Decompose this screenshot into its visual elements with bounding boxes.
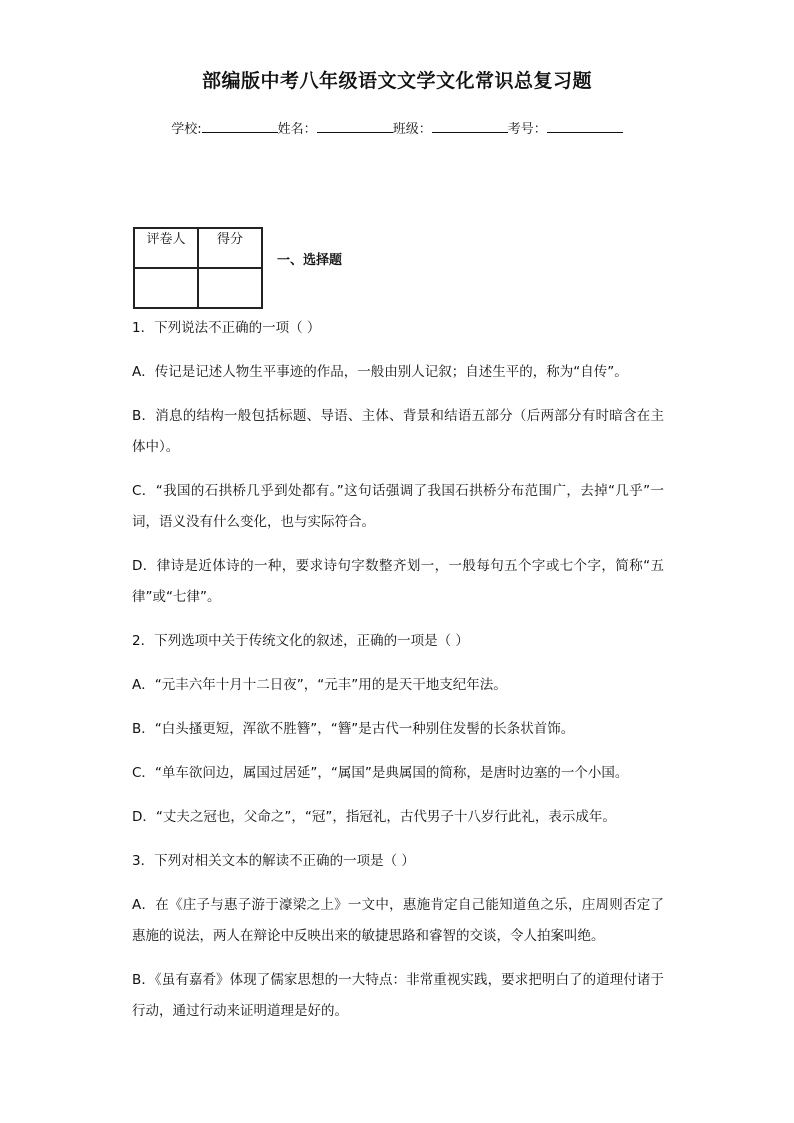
question-1-option-b: B．消息的结构一般包括标题、导语、主体、背景和结语五部分（后两部分有时暗含在主体中）。 <box>132 408 664 455</box>
student-info-line <box>0 119 794 139</box>
reviewer-cell[interactable] <box>134 268 198 308</box>
class-blank[interactable] <box>432 119 508 133</box>
reviewer-header: 评卷人 <box>134 228 198 268</box>
question-list <box>132 313 664 1040</box>
question-3-option-a: A．在《庄子与惠子游于濠梁之上》一文中，惠施肯定自己能知道鱼之乐，庄周则否定了惠施的说法，两人在辩论中反映出来的敏捷思路和睿智的交谈，令人拍案叫绝。 <box>132 897 664 944</box>
question-2-stem: 2．下列选项中关于传统文化的叙述，正确的一项是（ ） <box>132 633 469 649</box>
school-blank[interactable] <box>202 119 278 133</box>
score-table-entry-row <box>134 268 262 308</box>
question-2-option-c: C．“单车欲问边，属国过居延”，“属国”是典属国的简称，是唐时边塞的一个小国。 <box>132 765 629 781</box>
school-label: 学校: <box>171 122 202 137</box>
name-blank[interactable] <box>317 119 393 133</box>
question-3-stem: 3．下列对相关文本的解读不正确的一项是（ ） <box>132 853 415 869</box>
score-header: 得分 <box>198 228 262 268</box>
question-2-option-b: B．“白头搔更短，浑欲不胜簪”，“簪”是古代一种别住发髻的长条状首饰。 <box>132 721 575 737</box>
score-table-header-row <box>134 228 262 268</box>
number-blank[interactable] <box>547 119 623 133</box>
question-1-option-c: C．“我国的石拱桥几乎到处都有。”这句话强调了我国石拱桥分布范围广，去掉“几乎”一词，语义没有什么变化，也与实际符合。 <box>132 483 664 530</box>
question-1-option-d: D．律诗是近体诗的一种，要求诗句字数整齐划一，一般每句五个字或七个字，简称“五律”或“七律”。 <box>132 558 664 605</box>
page-title: 部编版中考八年级语文文学文化常识总复习题 <box>201 70 592 92</box>
question-1-stem: 1．下列说法不正确的一项（ ） <box>132 320 321 336</box>
score-cell[interactable] <box>198 268 262 308</box>
class-label: 班级： <box>392 122 432 137</box>
section-heading: 一、选择题 <box>277 253 343 268</box>
question-1-option-a: A．传记是记述人物生平事迹的作品，一般由别人记叙；自述生平的，称为“自传”。 <box>132 364 628 380</box>
question-2-option-a: A．“元丰六年十月十二日夜”，“元丰”用的是天干地支纪年法。 <box>132 677 507 693</box>
score-table <box>133 227 263 309</box>
name-label: 姓名： <box>277 122 317 137</box>
question-3-option-b: B．《虽有嘉肴》体现了儒家思想的一大特点：非常重视实践，要求把明白了的道理付诸于行动，通过行动来证明道理是好的。 <box>132 972 664 1019</box>
question-2-option-d: D．“丈夫之冠也，父命之”，“冠”，指冠礼，古代男子十八岁行此礼，表示成年。 <box>132 809 616 825</box>
number-label: 考号： <box>507 122 547 137</box>
